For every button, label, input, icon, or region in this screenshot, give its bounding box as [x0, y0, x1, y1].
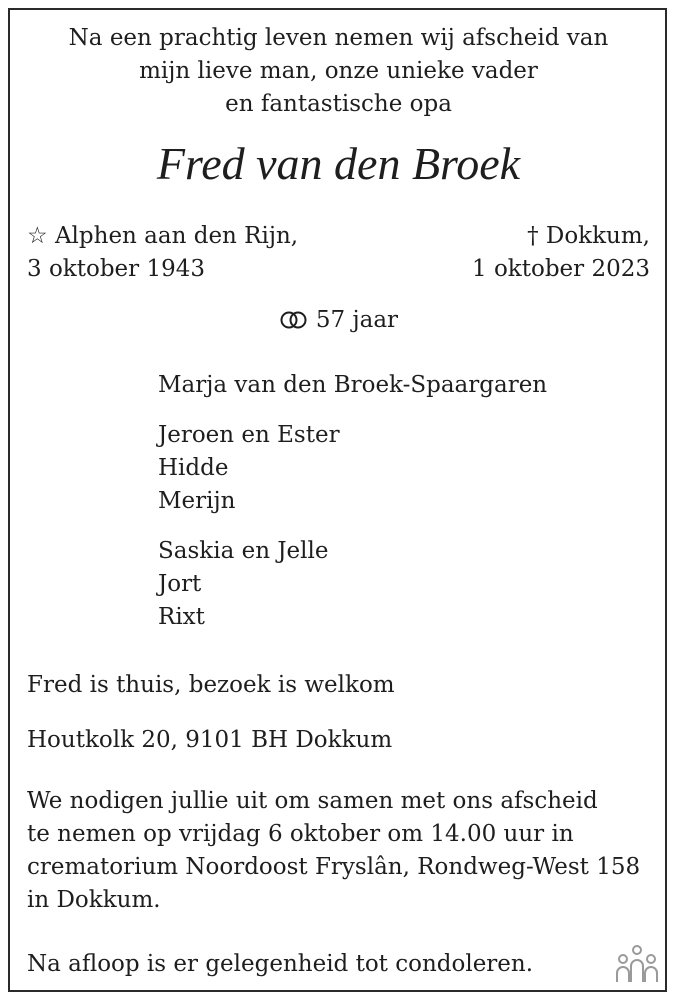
invitation-text [27, 785, 640, 917]
wedding-rings-icon [279, 310, 309, 330]
family-member: Saskia en Jelle [158, 538, 329, 564]
invitation-line: in Dokkum. [27, 887, 161, 913]
marriage-duration [0, 304, 677, 337]
birth-place-line [27, 220, 298, 253]
death-date: 1 oktober 2023 [472, 256, 650, 282]
family-member: Jeroen en Ester [158, 422, 340, 448]
invitation-line: crematorium Noordoost Fryslân, Rondweg-West 158 [27, 854, 641, 880]
death-place-line [527, 220, 650, 253]
birth-star-icon: ☆ [27, 223, 48, 249]
family-member: Hidde [158, 455, 229, 481]
group-of-people-icon [612, 944, 662, 984]
marriage-years: 57 jaar [315, 307, 399, 333]
family-member: Jort [158, 571, 202, 597]
intro-line: en fantastische opa [225, 91, 452, 117]
death-cross-icon: † [527, 223, 539, 249]
birth-date: 3 oktober 1943 [27, 256, 205, 282]
death-place: Dokkum, [545, 223, 650, 249]
family-group-2 [158, 535, 328, 634]
family-member: Merijn [158, 488, 236, 514]
birth-place: Alphen aan den Rijn, [54, 223, 299, 249]
spouse-name: Marja van den Broek-Spaargaren [158, 372, 548, 398]
intro-text [0, 22, 677, 121]
family-member: Rixt [158, 604, 205, 630]
invitation-line: te nemen op vrijdag 6 oktober om 14.00 uur in [27, 821, 574, 847]
invitation-line: We nodigen jullie uit om samen met ons afscheid [27, 788, 598, 814]
intro-line: mijn lieve man, onze unieke vader [139, 58, 538, 84]
visit-text: Fred is thuis, bezoek is welkom [27, 672, 395, 698]
address-text: Houtkolk 20, 9101 BH Dokkum [27, 727, 393, 753]
intro-line: Na een prachtig leven nemen wij afscheid van [68, 25, 609, 51]
deceased-name: Fred van den Broek [156, 138, 521, 189]
condolence-text: Na afloop is er gelegenheid tot condoleren. [27, 951, 534, 977]
family-group-1 [158, 419, 340, 518]
